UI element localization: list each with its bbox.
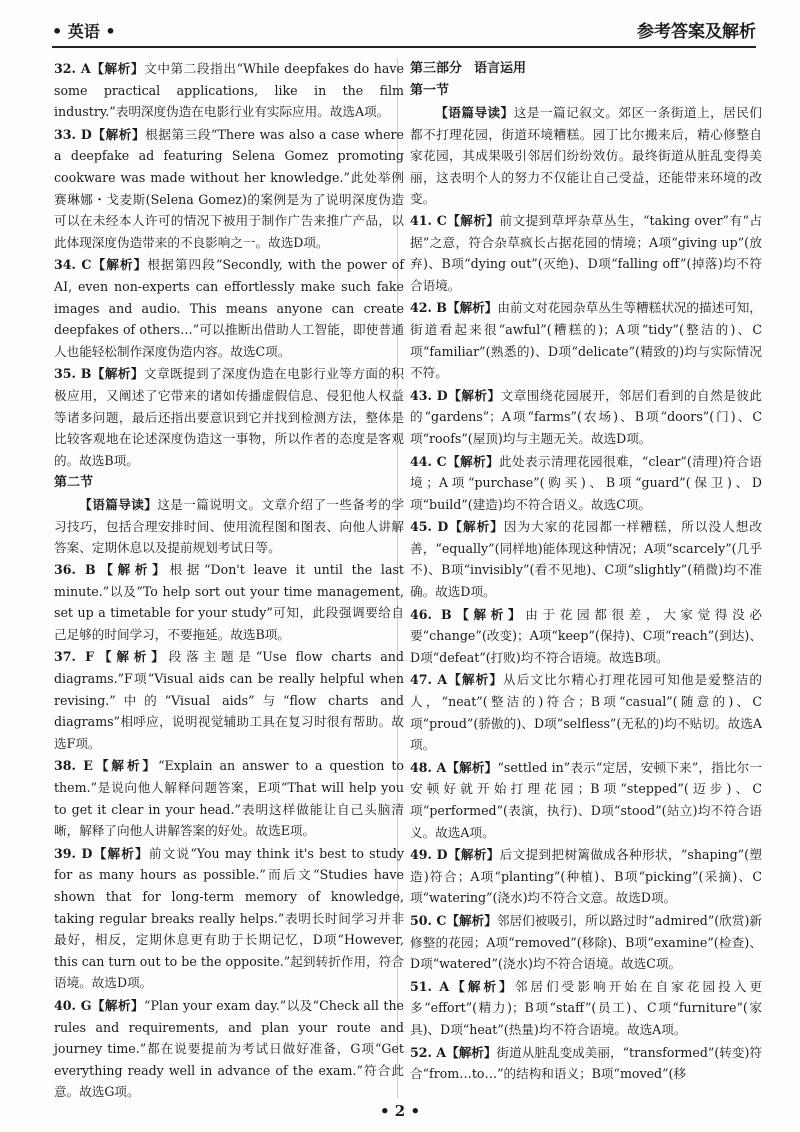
analysis-tag: 【解析】 [92, 845, 149, 861]
analysis-text: 从后文比尔精心打理花园可知他是爱整洁的人，“neat”(整洁的)符合；B项“casual”(随意的)、C项“proud”(骄傲的)、D项“selfless”(无私的)均不贴切。故选A项。 [410, 672, 763, 753]
analysis-tag: 【解析】 [90, 61, 145, 76]
question-number: 36. B [54, 562, 96, 578]
analysis-text: 由前文对花园杂草丛生等糟糕状况的描述可知，街道看起来很“awful”(糟糕的)；A项“tidy”(整洁的)、C项“familiar”(熟悉的)、D项“delicate”(精致的)均与实际情况不符。 [410, 300, 762, 381]
analysis-tag: 【解析】 [447, 672, 504, 688]
analysis-text: 此处表示清理花园很难，“clear”(清理)符合语境；A项“purchase”(购买)、B项“guard”(保卫)、D项“build”(建造)均不符合语义。故选C项。 [410, 453, 763, 512]
analysis-text: 根据第三段“There was also a case where a deepfake ad featuring Selena Gomez promoting cookware was made without her knowledge.”此处举例赛琳娜・戈麦斯(Selena Gomez)的案例是为了说明深度伪造可以在未经本人许可的情况下被用于制作广告来推广产品，以此体现深度伪造带来的不良影响之一。故选D项。 [54, 126, 405, 250]
analysis-tag: 【解析】 [446, 212, 500, 228]
answer-entry [410, 516, 762, 602]
answer-entry [54, 254, 404, 362]
analysis-tag: 【解析】 [92, 758, 159, 774]
question-number: 41. C [410, 212, 447, 228]
analysis-tag: 【解析】 [91, 257, 148, 273]
answer-entry [410, 385, 762, 450]
analysis-tag: 【解析】 [447, 847, 500, 863]
question-number: 32. A [54, 61, 91, 76]
right-column [410, 58, 762, 1086]
question-number: 49. D [410, 847, 448, 863]
analysis-tag: 【解析】 [91, 366, 144, 382]
question-number: 51. A [410, 978, 450, 994]
answer-entry [410, 451, 762, 516]
answer-entry [54, 363, 404, 471]
question-number: 46. B [410, 606, 452, 622]
section-title: 第一节 [410, 83, 450, 98]
answer-entry [54, 559, 404, 645]
subject-label: • 英语 • [52, 22, 116, 41]
analysis-tag: 【解析】 [447, 387, 501, 403]
answer-entry [54, 755, 404, 841]
left-column [54, 58, 404, 1104]
answer-entry [410, 757, 762, 843]
lead-tag: 【语篇导读】 [435, 105, 514, 120]
analysis-text: 前文提到草坪杂草丛生，“taking over”有“占据”之意，符合杂草疯长占据花园的情境；A项“giving up”(放弃)、B项“dying out”(灭绝)、D项“falling off”(掉落)均不符合语境。 [410, 212, 762, 293]
answer-entry [410, 604, 762, 669]
page-number: • 2 • [379, 1102, 421, 1120]
section-lead [410, 102, 762, 210]
lead-text: 这是一篇记叙文。郊区一条街道上，居民们都不打理花园，街道环境糟糕。园丁比尔搬来后，精心修整自家花园，其成果吸引邻居们纷纷效仿。最终街道从脏乱变得美丽，这表明个人的努力不仅能让自己受益，还能带来环境的改变。 [410, 105, 763, 207]
answer-entry [410, 976, 762, 1041]
lead-text: 这是一篇说明文。文章介绍了一些备考的学习技巧，包括合理安排时间、使用流程图和图表、向他人讲解答案、定期休息以及提前规划考试日等。 [54, 497, 405, 556]
analysis-text: “Plan your exam day.”以及“Check all the rules and requirements, and plan your route and journey time.”都在说要提前为考试日做好准备，G项“Get everything ready well in advance of the exam.”符合此意。故选G项。 [54, 997, 405, 1100]
analysis-text: 邻居们受影响开始在自家花园投入更多“effort”(精力)；B项“staff”(员工)、C项“furniture”(家具)、D项“heat”(热量)均不符合语境。故选A项。 [410, 978, 762, 1037]
section-lead [54, 494, 404, 559]
answer-entry [410, 844, 762, 909]
page-header [52, 12, 756, 48]
analysis-tag: 【解析】 [446, 300, 498, 316]
answer-entry [410, 1042, 762, 1085]
analysis-text: 根据“Don't leave it until the last minute.”以及“To help sort out your time management, set up a timetable for your study”可知，此段强调要给自己足够的时间学习，不要拖延。故选B项。 [54, 562, 404, 642]
question-number: 34. C [54, 257, 92, 273]
question-number: 37. F [54, 649, 95, 665]
answer-entry [410, 297, 762, 383]
part-title [410, 58, 762, 80]
question-number: 33. D [54, 126, 92, 142]
question-number: 44. C [410, 453, 447, 469]
analysis-tag: 【解析】 [446, 453, 500, 469]
question-number: 38. E [54, 758, 93, 774]
analysis-text: 街道从脏乱变成美丽，“transformed”(转变)符合“from…to…”的结构和语义；B项“moved”(移 [410, 1044, 762, 1082]
analysis-text: 因为大家的花园都一样糟糕，所以没人想改善，“equally”(同样地)能体现这种情况；A项“scarcely”(几乎不)、B项“invisibly”(看不见地)、C项“slightly”(稍微)均不准确。故选D项。 [410, 519, 762, 600]
answer-entry [410, 210, 762, 296]
analysis-text: 段落主题是“Use flow charts and diagrams.”F项“Visual aids can be really helpful when revising.”中的“Visual aids”与“flow charts and diagrams”相呼应，说明视觉辅助工具在复习时很有帮助。故选F项。 [54, 649, 404, 751]
answer-entry [54, 646, 404, 754]
analysis-text: 文章既提到了深度伪造在电影行业等方面的积极应用，又阐述了它带来的诸如传播虚假信息、侵犯他人权益等诸多问题，最后还指出要意识到它并找到检测方法，整体是比较客观地在论述深度伪造这一事物，所以作者的态度是客观的。故选B项。 [54, 366, 405, 468]
analysis-text: “Explain an answer to a question to them.”是说向他人解释问题答案，E项“That will help you to get it clear in your head.”表明这样做能让自己头脑清晰，解释了向他人讲解答案的好处。故选E项。 [54, 758, 405, 839]
lead-tag: 【语篇导读】 [79, 497, 158, 513]
analysis-text: 根据第四段“Secondly, with the power of AI, even non-experts can effortlessly make such fake images and audio. This means anyone can create deepfakes of others…”可以推断出借助人工智能，即使普通人也能轻松制作深度伪造内容。故选C项。 [54, 257, 404, 359]
analysis-tag: 【解析】 [95, 562, 170, 578]
part-subtitle: 语言运用 [474, 61, 527, 76]
question-number: 45. D [410, 519, 449, 535]
section-title: 第二节 [54, 475, 94, 491]
header-title: 参考答案及解析 [637, 22, 756, 42]
question-number: 50. C [410, 912, 447, 928]
answer-entry [54, 843, 404, 994]
analysis-tag: 【解析】 [91, 997, 145, 1013]
question-number: 40. G [54, 997, 92, 1013]
answer-entry [54, 995, 404, 1103]
part-label: 第三部分 [410, 61, 463, 76]
analysis-text: 由于花园都很差，大家觉得没必要“change”(改变)；A项“keep”(保持)、C项“reach”(到达)、D项“defeat”(打败)均不符合语境。故选B项。 [410, 606, 763, 665]
answer-entry [410, 910, 762, 975]
analysis-tag: 【解析】 [446, 1044, 497, 1060]
answer-entry [410, 669, 762, 755]
analysis-text: 邻居们被吸引，所以路过时“admired”(欣赏)新修整的花园；A项“removed”(移除)、B项“examine”(检查)、D项“watered”(浇水)均不符合语境。故选C项。 [410, 912, 763, 972]
question-number: 35. B [54, 366, 92, 382]
analysis-tag: 【解析】 [91, 126, 146, 142]
answer-entry [54, 124, 404, 254]
analysis-text: 文中第二段指出“While deepfakes do have some practical applications, like in the film industry.”表明深度伪造在电影行业有实际应用。故选A项。 [54, 61, 404, 120]
question-number: 42. B [410, 300, 447, 316]
analysis-text: 前文说“You may think it's best to study for as many hours as possible.”而后文“Studies have shown that for long-term memory of knowledge, taking regular breaks really helps.”表明长时间学习并非最好，相反，定期休息更有助于长期记忆，D项“However, this can turn out to be the opposite.”起到转折作用，符合语境。故选D项。 [54, 845, 404, 991]
question-number: 48. A [410, 759, 447, 775]
question-number: 52. A [410, 1044, 447, 1060]
question-number: 47. A [410, 672, 448, 688]
analysis-tag: 【解析】 [451, 606, 526, 622]
analysis-tag: 【解析】 [446, 912, 497, 928]
analysis-tag: 【解析】 [94, 649, 169, 665]
analysis-tag: 【解析】 [448, 519, 504, 535]
analysis-text: “settled in”表示“定居，安顿下来”，指比尔一安顿好就开始打理花园；B项“stepped”(迈步)、C项“performed”(表演，执行)、D项“stood”(站立)均不符合语义。故选A项。 [410, 759, 762, 840]
analysis-text: 文章围绕花园展开，邻居们看到的自然是彼此的“gardens”；A项“farms”(农场)、B项“doors”(门)、C项“roofs”(屋顶)均与主题无关。故选D项。 [410, 387, 763, 446]
analysis-text: 后文提到把树篱做成各种形状，“shaping”(塑造)符合；A项“planting”(种植)、B项“picking”(采摘)、C项“watering”(浇水)均不符合文意。故选D项。 [410, 847, 763, 906]
question-number: 39. D [54, 845, 93, 861]
analysis-tag: 【解析】 [449, 978, 515, 994]
question-number: 43. D [410, 387, 448, 403]
answer-entry [54, 58, 404, 123]
analysis-tag: 【解析】 [446, 759, 498, 775]
